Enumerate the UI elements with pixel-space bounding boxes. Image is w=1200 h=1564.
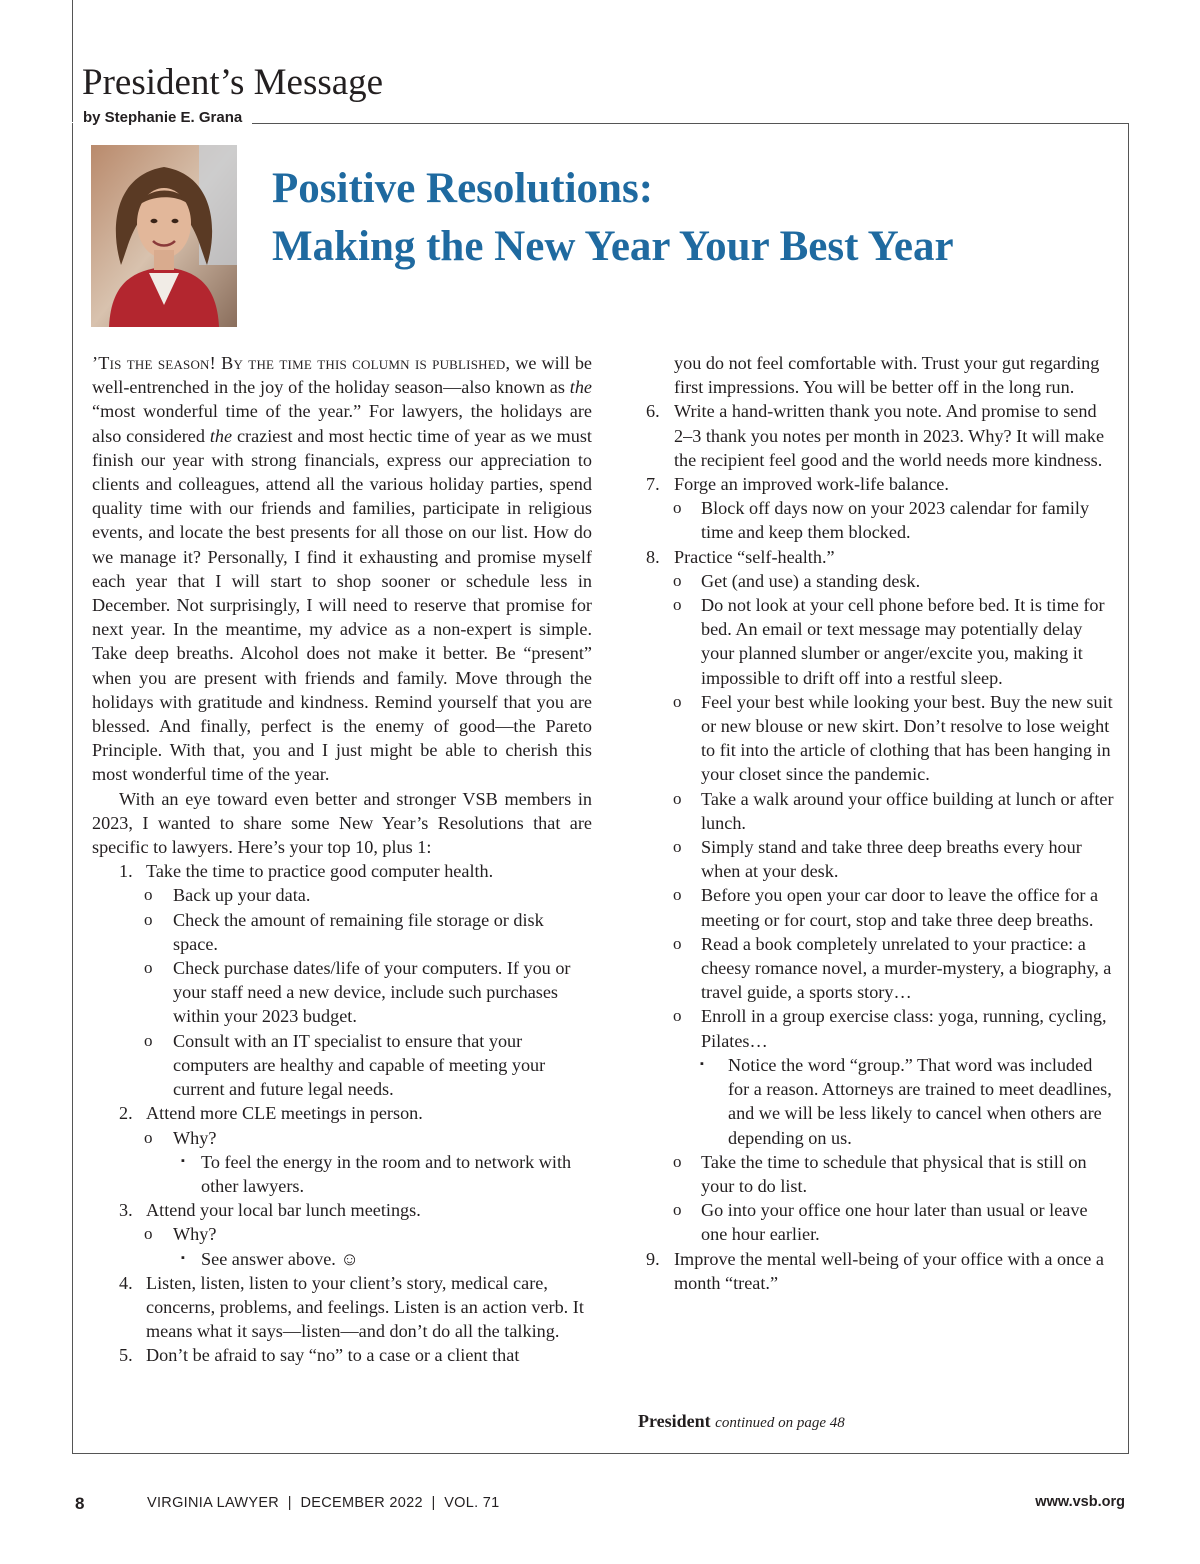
- list-marker: o: [144, 885, 153, 905]
- list-item: [638, 1198, 1116, 1246]
- list-marker: o: [144, 1127, 153, 1147]
- list-item: [92, 1343, 592, 1367]
- list-marker: o: [144, 1030, 153, 1050]
- portrait-photo-icon: [91, 145, 237, 327]
- list-marker: o: [673, 1006, 682, 1026]
- continued-note: [638, 1411, 845, 1432]
- list-marker: 5.: [119, 1345, 133, 1366]
- list-item-text: To feel the energy in the room and to network with other lawyers.: [201, 1151, 572, 1196]
- list-item: [638, 883, 1116, 931]
- list-item: [638, 1004, 1116, 1052]
- list-item-text: Check purchase dates/life of your computers. If you or your staff need a new device, include such purchases within your 2023 budget.: [173, 958, 571, 1027]
- list-item-text: Forge an improved work-life balance.: [674, 474, 949, 495]
- list-marker: o: [673, 595, 682, 615]
- list-marker: ▪: [181, 1251, 185, 1264]
- website-url: www.vsb.org: [1035, 1494, 1125, 1510]
- list-item-text: Feel your best while looking your best. Buy the new suit or new blouse or new skirt. Don’t resolve to lose weight to fit into the article of clothing that has been hanging in your closet since the pandemic.: [701, 691, 1113, 785]
- list-marker: 6.: [646, 401, 660, 422]
- list-item: [92, 1150, 592, 1198]
- article-headline: [272, 160, 954, 276]
- section-title: President’s Message: [82, 62, 384, 103]
- intro-paragraph: [92, 351, 592, 787]
- list-item: [92, 1247, 592, 1271]
- column-right: [638, 351, 1116, 1295]
- list-item: [92, 1029, 592, 1102]
- resolutions-list-right: [638, 399, 1116, 1295]
- left-rule: [72, 0, 73, 122]
- list-item-text: See answer above. ☺: [201, 1248, 359, 1269]
- list-marker: o: [673, 570, 682, 590]
- resolutions-list-left: [92, 859, 592, 1367]
- list-item-text: Write a hand-written thank you note. And promise to send 2–3 thank you notes per month in 2023. Why? It will make the recipient feel good and the world needs more kindness.: [674, 401, 1105, 470]
- author-photo: [91, 145, 237, 327]
- list-item-continuation: you do not feel comfortable with. Trust your gut regarding first impressions. You will be better off in the long run.: [674, 353, 1100, 398]
- list-item: [92, 883, 592, 907]
- list-item-text: Get (and use) a standing desk.: [701, 570, 921, 591]
- list-item: [638, 472, 1116, 496]
- list-item: [92, 859, 592, 883]
- list-marker: 9.: [646, 1248, 660, 1269]
- list-marker: o: [673, 933, 682, 953]
- list-item-text: Read a book completely unrelated to your practice: a cheesy romance novel, a murder-mystery, a biography, a travel guide, a sports story…: [701, 933, 1112, 1003]
- list-marker: o: [144, 1224, 153, 1244]
- continued-text: continued on page 48: [715, 1415, 845, 1431]
- list-item: [92, 1101, 592, 1125]
- list-marker: 3.: [119, 1200, 133, 1221]
- list-marker: ▪: [700, 1057, 704, 1070]
- list-marker: 1.: [119, 861, 133, 882]
- list-marker: 7.: [646, 474, 660, 495]
- list-item: [638, 545, 1116, 569]
- intro-text: craziest and most hectic time of year as we must finish our year with strong financials, express our appreciation to clients and colleagues, attend all the various holiday parties, spend quality time with our friends and families, participate in religious events, and locate the best presents for all those on our list. How do we manage it? Personally, I find it exhausting and promise myself each year that I will start to shop sooner or schedule less in December. Not surprisingly, I will need to reserve that promise for next year. In the meantime, my advice as a non-expert is simple. Take deep breaths. Alcohol does not make it better. Be “present” when you are present with friends and family. Move through the holidays with gratitude and kindness. Remind yourself that you are blessed. And finally, perfect is the enemy of good—the Pareto Principle. With that, you and I just might be able to cherish this most wonderful time of the year.: [92, 425, 592, 785]
- list-item: [638, 399, 1116, 472]
- list-item-text: Attend your local bar lunch meetings.: [146, 1200, 421, 1221]
- list-item: [92, 1222, 592, 1246]
- list-marker: ▪: [181, 1154, 185, 1167]
- list-item-text: Simply stand and take three deep breaths every hour when at your desk.: [701, 837, 1082, 882]
- list-item: [92, 908, 592, 956]
- list-item: [638, 1150, 1116, 1198]
- list-marker: o: [144, 958, 153, 978]
- intro-text: we will be well-entrenched in the joy of the holiday season—also known as: [92, 353, 592, 398]
- list-marker: o: [673, 691, 682, 711]
- list-item: [92, 1126, 592, 1150]
- list-item-text: Go into your office one hour later than usual or leave one hour earlier.: [701, 1200, 1088, 1245]
- list-item-text: Listen, listen, listen to your client’s story, medical care, concerns, problems, and feelings. Listen is an action verb. It means what it says—listen—and don’t do all the talking.: [146, 1272, 584, 1342]
- list-item-text: Improve the mental well-being of your office with a once a month “treat.”: [674, 1248, 1104, 1293]
- list-item: [638, 569, 1116, 593]
- list-marker: o: [673, 788, 682, 808]
- list-item: [638, 593, 1116, 690]
- list-item-text: Block off days now on your 2023 calendar for family time and keep them blocked.: [701, 498, 1090, 543]
- list-item-text: Take the time to practice good computer health.: [146, 861, 494, 882]
- headline-line-2: Making the New Year Your Best Year: [272, 223, 954, 270]
- intro-emphasis: the: [209, 425, 233, 446]
- byline: by Stephanie E. Grana: [83, 109, 243, 126]
- list-item-text: Practice “self-health.”: [674, 546, 835, 567]
- magazine-info: VIRGINIA LAWYER | DECEMBER 2022 | VOL. 71: [147, 1495, 500, 1511]
- list-item-text: Enroll in a group exercise class: yoga, running, cycling, Pilates…: [701, 1006, 1107, 1051]
- lead-in: ’Tis the season! By the time this column is published,: [92, 353, 511, 373]
- list-item-text: Take a walk around your office building at lunch or after lunch.: [701, 788, 1114, 833]
- list-item-text: Attend more CLE meetings in person.: [146, 1103, 423, 1124]
- list-item-text: Notice the word “group.” That word was included for a reason. Attorneys are trained to meet deadlines, and we will be less likely to cancel when others are depending on us.: [728, 1054, 1112, 1148]
- continued-label: President: [638, 1411, 711, 1431]
- list-marker: o: [144, 909, 153, 929]
- list-item: [638, 1247, 1116, 1295]
- list-item: [638, 690, 1116, 787]
- list-item: [638, 932, 1116, 1005]
- list-marker: 2.: [119, 1103, 133, 1124]
- list-item-text: Consult with an IT specialist to ensure that your computers are healthy and capable of meeting your current and future legal needs.: [173, 1030, 546, 1100]
- intro-emphasis: the: [569, 377, 592, 398]
- list-item: [638, 835, 1116, 883]
- list-item: [638, 787, 1116, 835]
- list-marker: o: [673, 885, 682, 905]
- list-item: [92, 1198, 592, 1222]
- list-item: [92, 1271, 592, 1344]
- list-marker: 4.: [119, 1272, 133, 1293]
- intro-paragraph-2: With an eye toward even better and stronger VSB members in 2023, I wanted to share some New Year’s Resolutions that are specific to lawyers. Here’s your top 10, plus 1:: [92, 788, 592, 858]
- list-marker: o: [673, 498, 682, 518]
- list-item-text: Why?: [173, 1224, 217, 1245]
- column-left: [92, 351, 592, 1368]
- list-item-text: Take the time to schedule that physical that is still on your to do list.: [701, 1151, 1087, 1196]
- list-item: [92, 956, 592, 1029]
- page-number: 8: [75, 1494, 85, 1513]
- intro-text: “most wonderful time of the year.” For lawyers, the holidays are also considered: [92, 401, 592, 446]
- headline-line-1: Positive Resolutions:: [272, 165, 654, 212]
- list-item-text: Back up your data.: [173, 885, 311, 906]
- list-item: [638, 1053, 1116, 1150]
- list-marker: o: [673, 1151, 682, 1171]
- list-item-text: Before you open your car door to leave the office for a meeting or for court, stop and take three deep breaths.: [701, 885, 1099, 930]
- list-item-text: Check the amount of remaining file storage or disk space.: [173, 909, 544, 954]
- list-item-text: Why?: [173, 1127, 217, 1148]
- list-marker: 8.: [646, 546, 660, 567]
- list-item-text: Do not look at your cell phone before bed. It is time for bed. An email or text message may potentially delay your planned slumber or anger/excite you, making it impossible to drift off into a restful sleep.: [701, 595, 1105, 688]
- list-item-text: Don’t be afraid to say “no” to a case or a client that: [146, 1345, 520, 1366]
- list-item: [638, 496, 1116, 544]
- list-marker: o: [673, 837, 682, 857]
- list-marker: o: [673, 1200, 682, 1220]
